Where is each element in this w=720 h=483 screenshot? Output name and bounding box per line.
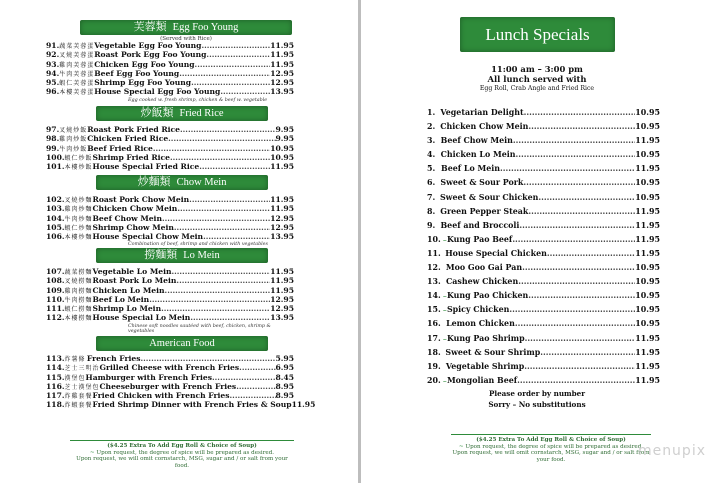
chow-mein-banner xyxy=(96,175,268,190)
lunch-item-price: 10.95 xyxy=(635,192,660,202)
lunch-item-number: 7. xyxy=(427,192,436,202)
lunch-item-number: 5. xyxy=(427,164,436,174)
egg-foo-young-title: Egg Foo Young xyxy=(172,22,239,33)
item-chinese-name: 蝦仁芙蓉蛋 xyxy=(59,80,95,88)
served-with-sides: Egg Roll, Crab Angle and Fried Rice xyxy=(479,85,595,92)
lunch-item xyxy=(427,205,660,219)
lunch-item-name: Beef Chow Mein xyxy=(440,136,513,146)
lunch-item xyxy=(427,233,660,247)
served-with: All lunch served with xyxy=(487,74,587,84)
lunch-item-number: 11. xyxy=(427,248,441,258)
item-number: 98. xyxy=(46,134,60,144)
leader-dots xyxy=(236,383,275,391)
leader-dots xyxy=(149,296,270,304)
lunch-item xyxy=(427,148,660,162)
item-name: Roast Pork Egg Foo Young xyxy=(94,50,207,60)
item-name: Shrimp Lo Mein xyxy=(92,304,162,314)
lunch-item-name: Chicken Chow Mein xyxy=(440,122,529,132)
egg-foo-young-list xyxy=(46,42,294,103)
served-with-rice-note: (Served with Rice) xyxy=(160,36,212,42)
item-name: Hamburger with French Fries xyxy=(85,372,213,382)
lunch-item-number: 19. xyxy=(427,361,441,371)
item-number: 108. xyxy=(46,276,65,286)
chow-mein-title: Chow Mein xyxy=(176,177,227,188)
leader-dots xyxy=(190,314,270,322)
menupix-watermark: menupix xyxy=(637,443,706,459)
lunch-item-price: 11.95 xyxy=(635,361,660,371)
leader-dots xyxy=(201,42,270,50)
menu-item xyxy=(46,287,294,296)
item-number: 110. xyxy=(46,294,65,304)
lunch-item-number: 3. xyxy=(427,136,436,146)
lunch-item xyxy=(427,346,660,360)
leader-dots xyxy=(524,106,636,120)
lunch-item xyxy=(427,106,660,120)
leader-dots xyxy=(165,287,271,295)
item-chinese-name: 芝士三明治 xyxy=(64,365,100,373)
item-price: 11.95 xyxy=(270,162,294,172)
item-chinese-name: 雞肉炒飯 xyxy=(59,136,88,144)
lunch-item-name: Sweet & Sour Pork xyxy=(440,178,524,188)
chow-mein-cn-title: 炒麵類 xyxy=(137,176,171,188)
lunch-item-price: 10.95 xyxy=(635,277,660,287)
lunch-item-number: 20. xyxy=(427,375,441,385)
item-number: 114. xyxy=(46,363,65,373)
lo-mein-cn-title: 撈麵類 xyxy=(144,249,178,261)
leader-dots xyxy=(524,360,635,374)
spicy-icon: ~ xyxy=(442,294,447,301)
lunch-item xyxy=(427,134,660,148)
left-footer-line2: ~ Upon request, the degree of spice will be prepared as desired. xyxy=(89,449,275,456)
lunch-item-number: 4. xyxy=(427,150,436,160)
lunch-item xyxy=(427,120,660,134)
fried-rice-list xyxy=(46,126,294,172)
item-price: 8.95 xyxy=(275,381,294,391)
item-chinese-name: 雞肉炒麵 xyxy=(64,206,93,214)
lunch-specials-title: Lunch Specials xyxy=(485,25,590,44)
spicy-icon: ~ xyxy=(442,378,447,385)
lunch-item xyxy=(427,191,660,205)
left-footer-line1: ($4.25 Extra To Add Egg Roll & Choice of Soup) xyxy=(107,443,257,449)
menu-item xyxy=(46,277,294,286)
lo-mein-title: Lo Mein xyxy=(183,250,220,261)
item-price: 9.95 xyxy=(275,125,294,134)
leader-dots xyxy=(206,51,270,59)
lunch-item xyxy=(427,275,660,289)
lunch-item-number: 1. xyxy=(427,108,436,117)
item-chinese-name: 雞肉芙蓉蛋 xyxy=(59,61,95,69)
american-food-banner xyxy=(96,336,268,351)
menu-item xyxy=(46,126,294,135)
leader-dots xyxy=(517,374,635,388)
item-name: French Fries xyxy=(86,354,141,363)
lunch-item xyxy=(427,247,660,261)
item-number: 113. xyxy=(46,354,65,363)
lunch-item-price: 10.95 xyxy=(635,263,660,273)
item-chinese-name: 牛肉撈麵 xyxy=(64,296,93,304)
lunch-specials-banner xyxy=(460,17,615,52)
left-footer-line3: Upon request, we will omit cornstarch, MSG, sugar and / or salt from your food. xyxy=(76,456,288,469)
egg-foo-young-banner xyxy=(80,20,292,35)
lo-mein-list xyxy=(46,268,294,334)
item-chinese-name: 牛肉炒麵 xyxy=(64,215,93,223)
lunch-item-price: 10.95 xyxy=(635,178,660,188)
lunch-item-name: Mongolian Beef xyxy=(446,375,518,385)
item-name: Roast Pork Fried Rice xyxy=(87,125,181,134)
leader-dots xyxy=(162,215,270,223)
right-footer-line1: ($4.25 Extra To Add Egg Roll & Choice of Soup) xyxy=(476,437,626,443)
leader-dots xyxy=(515,148,635,162)
lunch-item-name: Sweet & Sour Chicken xyxy=(439,192,539,202)
lunch-item xyxy=(427,261,660,275)
leader-dots xyxy=(174,224,270,232)
item-number: 96. xyxy=(46,87,60,97)
lunch-item-name: Kung Pao Beef xyxy=(446,234,513,244)
item-chinese-name: 炸雞套餐 xyxy=(64,393,93,401)
item-chinese-name: 蝦仁撈麵 xyxy=(64,306,93,314)
item-name: Vegetable Lo Mein xyxy=(92,267,172,276)
left-footer xyxy=(70,440,294,469)
leader-dots xyxy=(199,163,270,171)
lunch-item-name: House Special Chicken xyxy=(445,248,547,258)
item-chinese-name: 芝士漢堡包 xyxy=(64,383,100,391)
lunch-item-price: 11.95 xyxy=(635,347,660,357)
item-chinese-name: 牛肉炒飯 xyxy=(59,145,88,153)
item-chinese-name: 本樓芙蓉蛋 xyxy=(59,89,95,97)
lunch-item-name: Kung Pao Shrimp xyxy=(446,333,525,343)
item-name: House Special Egg Foo Young xyxy=(94,87,221,97)
menu-item xyxy=(46,205,294,214)
leader-dots xyxy=(528,289,635,303)
lunch-item-name: Beef and Broccoli xyxy=(440,220,520,230)
leader-dots xyxy=(518,275,635,289)
item-price: 6.95 xyxy=(275,363,294,373)
spicy-icon: ~ xyxy=(442,308,447,315)
item-number: 102. xyxy=(46,195,65,204)
lunch-item-number: 18. xyxy=(427,347,441,357)
menu-item xyxy=(46,296,294,305)
item-chinese-name: 炸薯條 xyxy=(64,356,86,363)
item-name: House Special Fried Rice xyxy=(92,162,200,172)
item-price: 12.95 xyxy=(270,222,294,232)
lunch-item-number: 17. xyxy=(427,333,441,343)
lunch-item-number: 8. xyxy=(427,206,436,216)
item-price: 11.95 xyxy=(270,59,294,69)
item-number: 103. xyxy=(46,204,65,214)
lunch-specials-list xyxy=(427,106,660,388)
lunch-item xyxy=(427,176,660,190)
lunch-item-price: 10.95 xyxy=(635,108,660,117)
right-footer-line3: Upon request, we will omit cornstarch, MSG, sugar and / or salt from your food. xyxy=(452,450,650,463)
item-chinese-name: 本樓炒飯 xyxy=(64,164,93,172)
item-price: 10.95 xyxy=(270,152,294,162)
leader-dots xyxy=(509,303,635,317)
item-chinese-name: 雞肉撈麵 xyxy=(64,287,93,295)
american-food-list xyxy=(46,354,316,411)
lunch-item-name: Cashew Chicken xyxy=(446,277,519,287)
item-number: 105. xyxy=(46,222,65,232)
item-number: 92. xyxy=(46,50,60,60)
item-number: 106. xyxy=(46,232,65,242)
item-number: 107. xyxy=(46,267,65,276)
lunch-item-name: Vegetable Shrimp xyxy=(445,361,525,371)
leader-dots xyxy=(189,196,270,204)
lunch-item-name: Chicken Lo Mein xyxy=(440,150,516,160)
menu-item xyxy=(46,163,294,172)
lunch-hours: 11:00 am – 3:00 pm xyxy=(491,64,583,74)
menu-item xyxy=(46,314,294,323)
item-name: Roast Pork Lo Mein xyxy=(92,276,177,286)
item-number: 109. xyxy=(46,285,65,295)
chow-mein-list xyxy=(46,196,294,247)
item-number: 101. xyxy=(46,162,65,172)
right-footer-rule xyxy=(451,434,651,435)
lunch-item-price: 10.95 xyxy=(635,122,660,132)
item-name: Fried Shrimp Dinner with French Fries & Soup xyxy=(92,400,292,410)
item-number: 93. xyxy=(46,59,60,69)
lunch-item-price: 11.95 xyxy=(635,206,660,216)
item-price: 11.95 xyxy=(270,204,294,214)
item-price: 12.95 xyxy=(270,68,294,78)
leader-dots xyxy=(220,88,270,96)
lunch-item-name: Vegetarian Delight xyxy=(440,108,524,117)
leader-dots xyxy=(195,61,271,69)
lunch-item-price: 10.95 xyxy=(635,150,660,160)
item-number: 116. xyxy=(46,381,65,391)
fried-rice-banner xyxy=(96,106,268,121)
menu-item xyxy=(46,135,294,144)
item-price: 12.95 xyxy=(270,78,294,88)
lunch-item xyxy=(427,332,660,346)
lunch-item-number: 9. xyxy=(427,220,436,230)
lunch-item-number: 16. xyxy=(427,319,441,329)
leader-dots xyxy=(230,392,276,400)
leader-dots xyxy=(500,162,635,176)
item-name: Chicken Egg Foo Young xyxy=(94,59,195,69)
fried-rice-title: Fried Rice xyxy=(179,108,224,119)
item-price: 12.95 xyxy=(270,304,294,314)
lunch-item-name: Lemon Chicken xyxy=(446,319,515,329)
lunch-item xyxy=(427,162,660,176)
spicy-icon: ~ xyxy=(442,336,447,343)
lunch-item-number: 14. xyxy=(427,291,441,301)
item-number: 91. xyxy=(46,41,60,50)
item-chinese-name: 叉燒炒飯 xyxy=(59,127,88,134)
lunch-item-price: 11.95 xyxy=(635,375,660,385)
left-menu-page xyxy=(0,0,358,483)
item-price: 11.95 xyxy=(270,276,294,286)
item-price: 11.95 xyxy=(270,195,294,204)
leader-dots xyxy=(525,332,636,346)
item-chinese-name: 蔬菜撈麵 xyxy=(64,269,93,276)
egg-foo-young-cn-title: 芙蓉類 xyxy=(133,21,167,33)
item-price: 11.95 xyxy=(270,50,294,60)
leader-dots xyxy=(153,145,270,153)
leader-dots xyxy=(170,154,270,162)
item-description: Chinese soft noodles sautéed with beef, chicken, shrimp & vegetables xyxy=(128,323,271,334)
item-number: 111. xyxy=(46,304,65,314)
item-chinese-name: 蝦仁炒麵 xyxy=(64,224,93,232)
item-number: 104. xyxy=(46,213,65,223)
leader-dots xyxy=(203,233,270,241)
lunch-item-name: Green Pepper Steak xyxy=(440,206,529,216)
leader-dots xyxy=(523,176,635,190)
item-chinese-name: 蔬菜芙蓉蛋 xyxy=(59,43,95,50)
leader-dots xyxy=(513,134,635,148)
item-price: 13.95 xyxy=(270,87,294,97)
lunch-item-number: 13. xyxy=(427,277,441,287)
leader-dots xyxy=(239,364,275,372)
lunch-item xyxy=(427,289,660,303)
lo-mein-banner xyxy=(96,248,268,263)
item-price: 11.95 xyxy=(270,285,294,295)
lunch-item xyxy=(427,219,660,233)
item-number: 97. xyxy=(46,125,60,134)
item-number: 99. xyxy=(46,143,60,153)
item-price: 8.45 xyxy=(275,372,294,382)
lunch-item-name: Beef Lo Mein xyxy=(441,164,500,174)
lunch-item-number: 2. xyxy=(427,122,436,132)
leader-dots xyxy=(168,135,275,143)
item-name: Beef Fried Rice xyxy=(87,143,153,153)
item-name: Fried Chicken with French Fries xyxy=(92,391,230,401)
item-name: Chicken Chow Mein xyxy=(92,204,178,214)
fried-rice-cn-title: 炒飯類 xyxy=(140,107,174,119)
leader-dots xyxy=(547,247,635,261)
item-chinese-name: 牛肉芙蓉蛋 xyxy=(59,70,95,78)
item-chinese-name: 蝦仁炒飯 xyxy=(64,154,93,162)
right-footer-line2: ~ Upon request, the degree of spice will be prepared as desired. xyxy=(458,443,644,450)
menu-item xyxy=(46,400,316,410)
item-chinese-name: 漢堡包 xyxy=(64,374,86,382)
american-food-title: American Food xyxy=(149,338,215,349)
leader-dots xyxy=(176,277,270,285)
leader-dots xyxy=(522,261,635,275)
item-chinese-name: 炸蝦套餐 xyxy=(64,402,93,410)
lunch-item xyxy=(427,317,660,331)
lunch-item-name: Sweet & Sour Shrimp xyxy=(445,347,541,357)
item-price: 10.95 xyxy=(270,143,294,153)
lunch-item-price: 11.95 xyxy=(635,333,660,343)
item-price: 12.95 xyxy=(270,294,294,304)
lunch-item-number: 12. xyxy=(427,263,441,273)
item-price: 13.95 xyxy=(270,313,294,323)
order-by-number-note: Please order by number xyxy=(488,389,586,398)
item-number: 112. xyxy=(46,313,65,323)
lunch-item-price: 10.95 xyxy=(635,291,660,301)
lunch-item xyxy=(427,360,660,374)
lunch-item-number: 15. xyxy=(427,305,441,315)
lunch-item-price: 11.95 xyxy=(635,220,660,230)
item-price: 11.95 xyxy=(291,400,316,410)
leader-dots xyxy=(515,317,635,331)
item-number: 95. xyxy=(46,78,60,88)
item-name: Roast Pork Chow Mein xyxy=(92,195,190,204)
lunch-item-number: 6. xyxy=(427,178,436,188)
item-number: 117. xyxy=(46,391,65,401)
lunch-item-name: Spicy Chicken xyxy=(446,305,510,315)
leader-dots xyxy=(212,374,275,382)
item-price: 13.95 xyxy=(270,232,294,242)
left-footer-rule xyxy=(70,440,294,441)
menu-item xyxy=(46,88,294,97)
right-footer xyxy=(451,434,651,463)
leader-dots xyxy=(141,355,276,363)
leader-dots xyxy=(528,205,635,219)
leader-dots xyxy=(161,305,270,313)
item-name: Shrimp Egg Foo Young xyxy=(94,78,192,88)
leader-dots xyxy=(177,205,270,213)
spicy-icon: ~ xyxy=(442,237,447,244)
item-name: Shrimp Fried Rice xyxy=(92,152,170,162)
item-price: 8.95 xyxy=(275,391,294,401)
leader-dots xyxy=(180,126,275,134)
item-price: 12.95 xyxy=(270,213,294,223)
item-price: 9.95 xyxy=(275,134,294,144)
item-name: Grilled Cheese with French Fries xyxy=(99,363,240,373)
lunch-item xyxy=(427,303,660,317)
lunch-item-price: 10.95 xyxy=(635,319,660,329)
item-chinese-name: 本樓撈麵 xyxy=(64,315,93,323)
leader-dots xyxy=(528,120,635,134)
item-name: Beef Egg Foo Young xyxy=(94,68,180,78)
item-name: House Special Lo Mein xyxy=(92,313,191,323)
item-chinese-name: 叉燒芙蓉蛋 xyxy=(59,52,95,60)
item-chinese-name: 叉燒炒麵 xyxy=(64,197,93,204)
leader-dots xyxy=(538,191,635,205)
item-name: House Special Chow Mein xyxy=(92,232,204,242)
item-chinese-name: 叉燒撈麵 xyxy=(64,278,93,286)
lunch-item-price: 11.95 xyxy=(635,234,660,244)
lunch-item-price: 11.95 xyxy=(635,136,660,146)
item-name: Beef Chow Mein xyxy=(92,213,162,223)
item-name: Beef Lo Mein xyxy=(92,294,150,304)
leader-dots xyxy=(191,79,270,87)
leader-dots xyxy=(540,346,635,360)
item-name: Shrimp Chow Mein xyxy=(92,222,174,232)
item-number: 100. xyxy=(46,152,65,162)
leader-dots xyxy=(171,268,270,276)
lunch-item-name: Moo Goo Gai Pan xyxy=(445,263,523,273)
lunch-specials-page xyxy=(361,0,720,483)
menu-item xyxy=(46,145,294,154)
lunch-item-number: 10. xyxy=(427,234,441,244)
item-number: 94. xyxy=(46,68,60,78)
item-name: Chicken Fried Rice xyxy=(87,134,169,144)
item-price: 5.95 xyxy=(275,354,294,363)
item-price: 11.95 xyxy=(270,267,294,276)
leader-dots xyxy=(512,233,635,247)
item-number: 118. xyxy=(46,400,65,410)
lunch-item xyxy=(427,374,660,388)
item-name: Cheeseburger with French Fries xyxy=(99,381,237,391)
item-chinese-name: 本樓炒麵 xyxy=(64,234,93,242)
no-substitutions-note: Sorry – No substitutions xyxy=(488,400,586,409)
lunch-item-price: 10.95 xyxy=(635,305,660,315)
item-name: Vegetable Egg Foo Young xyxy=(94,41,202,50)
leader-dots xyxy=(179,70,270,78)
lunch-item-price: 11.95 xyxy=(635,248,660,258)
item-price: 11.95 xyxy=(270,41,294,50)
item-name: Chicken Lo Mein xyxy=(92,285,165,295)
item-description: Combination of beef, shrimp and chicken with vegetables xyxy=(128,242,268,248)
leader-dots xyxy=(519,219,635,233)
item-description: Egg cooked w. fresh shrimp, chicken & beef w. vegetable xyxy=(128,97,268,103)
lunch-item-price: 11.95 xyxy=(635,164,660,174)
item-number: 115. xyxy=(46,372,65,382)
lunch-item-name: Kung Pao Chicken xyxy=(446,291,529,301)
